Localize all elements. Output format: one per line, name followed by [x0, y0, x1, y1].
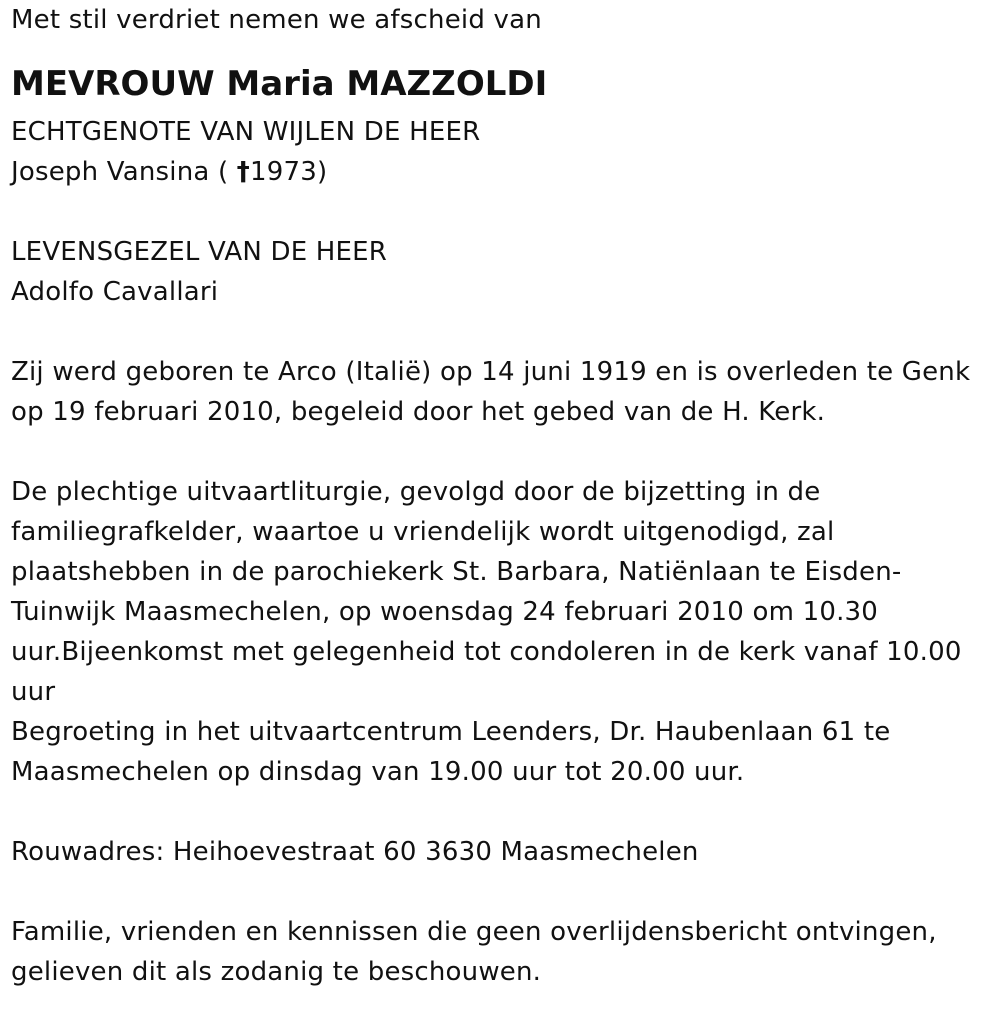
paragraph-line: uur.Bijeenkomst met gelegenheid tot condoleren in de kerk vanaf 10.00 [11, 637, 962, 667]
paragraph-line: familiegrafkelder, waartoe u vriendelijk wordt uitgenodigd, zal [11, 517, 835, 547]
paragraph-line: Familie, vrienden en kennissen die geen overlijdensbericht ontvingen, [11, 917, 937, 947]
paragraph-line: Maasmechelen op dinsdag van 19.00 uur tot 20.00 uur. [11, 757, 745, 787]
paragraph-line: uur [11, 677, 56, 707]
funeral-paragraph [11, 472, 991, 792]
partner-role: LEVENSGEZEL VAN DE HEER [11, 237, 388, 267]
spouse-name [11, 152, 991, 192]
deceased-name: MEVROUW Maria MAZZOLDI [11, 64, 548, 104]
obituary-notice [11, 0, 991, 992]
spouse-name-prefix: Joseph Vansina ( [11, 157, 237, 187]
partner-name: Adolfo Cavallari [11, 277, 219, 307]
paragraph-line: Tuinwijk Maasmechelen, op woensdag 24 februari 2010 om 10.30 [11, 597, 879, 627]
spouse-name-suffix: 1973) [250, 157, 328, 187]
birth-death-paragraph [11, 352, 991, 432]
closing-paragraph [11, 912, 991, 992]
intro-text: Met stil verdriet nemen we afscheid van [11, 5, 542, 35]
paragraph-line: Zij werd geboren te Arco (Italië) op 14 juni 1919 en is overleden te Genk [11, 357, 971, 387]
paragraph-line: op 19 februari 2010, begeleid door het gebed van de H. Kerk. [11, 397, 826, 427]
paragraph-line: Begroeting in het uitvaartcentrum Leenders, Dr. Haubenlaan 61 te [11, 717, 891, 747]
spouse-role: ECHTGENOTE VAN WIJLEN DE HEER [11, 117, 481, 147]
paragraph-line: gelieven dit als zodanig te beschouwen. [11, 957, 542, 987]
paragraph-line: plaatshebben in de parochiekerk St. Barbara, Natiënlaan te Eisden- [11, 557, 902, 587]
cross-icon: † [236, 157, 250, 187]
paragraph-line: De plechtige uitvaartliturgie, gevolgd door de bijzetting in de [11, 477, 821, 507]
mourning-address: Rouwadres: Heihoevestraat 60 3630 Maasmechelen [11, 837, 699, 867]
